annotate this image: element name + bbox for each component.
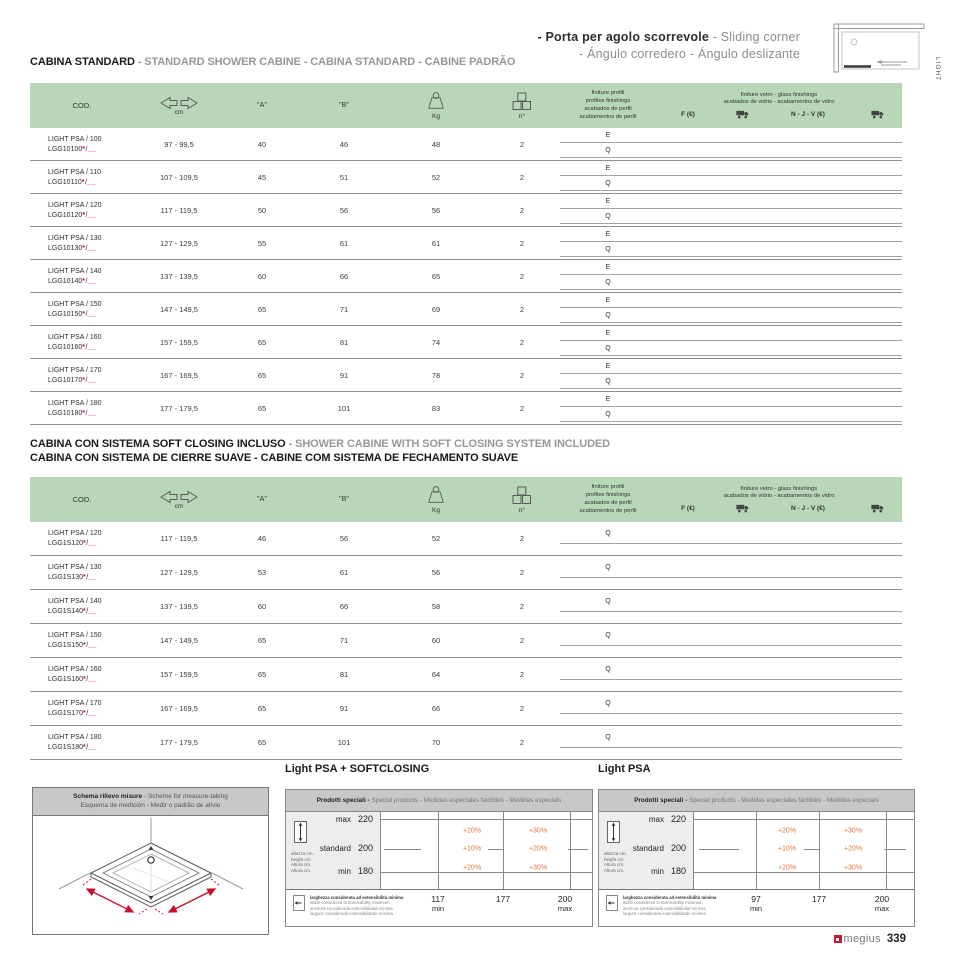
- dim-b: 66: [339, 602, 349, 611]
- weight-kg: 52: [431, 534, 441, 543]
- dim-a: 65: [257, 403, 267, 413]
- packages-count: 2: [519, 304, 525, 314]
- weight-icon: [425, 485, 447, 505]
- price-section: [560, 692, 902, 725]
- finish-row-q: Q: [560, 557, 902, 578]
- finish-row-q: Q: [560, 407, 902, 422]
- packages-count: 2: [519, 534, 525, 543]
- truck-icon: [720, 504, 764, 513]
- column-header-cm: cm: [134, 83, 224, 128]
- finish-row-q: Q: [560, 659, 902, 680]
- column-header-njv-price: N - J - V (€): [791, 505, 825, 512]
- cm-range: 127 - 129,5: [160, 238, 198, 248]
- table-softclosing-header: [30, 477, 902, 522]
- product-code: LGG10120*/__: [48, 211, 97, 219]
- cod-cell: [30, 590, 134, 623]
- finish-row-q: Q: [560, 693, 902, 714]
- special-products-chart-softclosing: [285, 789, 593, 927]
- cod-cell: [30, 359, 134, 391]
- model-label: LIGHT PSA / 170: [48, 700, 102, 707]
- cod-cell: [30, 326, 134, 358]
- weight-kg: 74: [431, 337, 441, 347]
- weight-kg: 56: [431, 205, 441, 215]
- dim-a: 50: [257, 205, 267, 215]
- product-row: [30, 624, 902, 658]
- price-section: [560, 161, 902, 193]
- product-code: LGG1S130*/__: [48, 574, 98, 581]
- dim-b: 71: [339, 304, 349, 314]
- product-row: [30, 590, 902, 624]
- price-section: [560, 726, 902, 759]
- cod-cell: [30, 161, 134, 193]
- product-code: LGG10180*/__: [48, 409, 97, 417]
- dim-a: 65: [257, 670, 267, 679]
- finish-row-q: Q: [560, 374, 902, 389]
- finish-row-e: E: [560, 227, 902, 242]
- pct-label: +20%: [777, 827, 797, 835]
- packages-count: 2: [519, 172, 525, 182]
- table-softclosing: [30, 477, 902, 760]
- cod-cell: [30, 227, 134, 259]
- finish-row-e: E: [560, 161, 902, 176]
- dim-b: 91: [339, 370, 349, 380]
- dim-a: 65: [257, 738, 267, 747]
- price-section: [560, 590, 902, 623]
- pct-label: +30%: [528, 827, 548, 835]
- x-tick: 97 min: [749, 894, 763, 913]
- finish-row-q: Q: [560, 242, 902, 257]
- finish-row-e: E: [560, 293, 902, 308]
- model-label: LIGHT PSA / 120: [48, 530, 102, 537]
- cm-range: 147 - 149,5: [160, 304, 198, 314]
- model-label: LIGHT PSA / 180: [48, 399, 102, 407]
- weight-kg: 58: [431, 602, 441, 611]
- model-label: LIGHT PSA / 150: [48, 632, 102, 639]
- pct-label: +20%: [462, 864, 482, 872]
- model-label: LIGHT PSA / 180: [48, 734, 102, 741]
- dim-b: 101: [337, 403, 351, 413]
- model-label: LIGHT PSA / 160: [48, 333, 102, 341]
- price-section: [560, 293, 902, 325]
- height-arrow-icon: [607, 821, 620, 843]
- width-legend: larghezza considerata ad estensibilità minima width considered to Extensibility minimum anchura considerada extensibilidad mínima largura considerada extensibilidade mínima: [293, 895, 403, 916]
- price-section: [560, 624, 902, 657]
- cm-range: 147 - 149,5: [160, 636, 198, 645]
- special-products-chart-psa: [598, 789, 915, 927]
- finish-row-q: Q: [560, 209, 902, 224]
- packages-icon: [511, 92, 533, 111]
- finish-row-e: E: [560, 194, 902, 209]
- column-header-n: n°: [484, 83, 560, 128]
- pct-label: +20%: [528, 845, 548, 853]
- product-row: [30, 161, 902, 194]
- packages-count: 2: [519, 370, 525, 380]
- weight-kg: 78: [431, 370, 441, 380]
- page-number: 339: [886, 933, 906, 945]
- dim-a: 65: [257, 304, 267, 314]
- finish-row-q: Q: [560, 625, 902, 646]
- product-code: LGG10140*/__: [48, 277, 97, 285]
- product-code: LGG10130*/__: [48, 244, 97, 252]
- product-code: LGG10170*/__: [48, 376, 97, 384]
- cm-range: 117 - 119,5: [160, 534, 198, 543]
- chart1-title: Light PSA + SOFTCLOSING: [285, 763, 430, 775]
- cod-cell: [30, 556, 134, 589]
- price-section: [560, 128, 902, 160]
- pct-label: +30%: [843, 864, 863, 872]
- side-tab-light: LIGHT: [934, 57, 941, 82]
- column-header-glass: finiture vetro - glass finishings acabados de vidrio - acabamentos de vidro F (€) N - J - V (€): [656, 83, 902, 128]
- chart2-x-axis: [599, 889, 914, 928]
- packages-icon: [511, 486, 533, 505]
- product-code: LGG10100*/__: [48, 145, 97, 153]
- model-label: LIGHT PSA / 120: [48, 201, 102, 209]
- packages-count: 2: [519, 636, 525, 645]
- price-section: [560, 556, 902, 589]
- price-section: [560, 392, 902, 424]
- dim-b: 81: [339, 670, 349, 679]
- column-header-f-price: F (€): [681, 111, 695, 118]
- finish-row-q: Q: [560, 727, 902, 748]
- cod-cell: [30, 522, 134, 555]
- model-label: LIGHT PSA / 140: [48, 598, 102, 605]
- product-code: LGG1S170*/__: [48, 710, 98, 717]
- height-arrow-icon: [294, 821, 307, 843]
- column-header-cod: COD.: [72, 495, 92, 504]
- finish-row-e: E: [560, 128, 902, 143]
- dim-b: 51: [339, 172, 349, 182]
- cod-cell: [30, 392, 134, 424]
- model-label: LIGHT PSA / 100: [48, 135, 102, 143]
- door-width-icon: [606, 895, 618, 911]
- column-header-kg: Kg: [388, 477, 484, 522]
- weight-kg: 48: [431, 139, 441, 149]
- column-header-n: n°: [484, 477, 560, 522]
- column-header-b: "B": [339, 496, 349, 503]
- dim-a: 65: [257, 704, 267, 713]
- section1-title: CABINA STANDARD - STANDARD SHOWER CABINE - CABINA STANDARD - CABINE PADRÃO: [30, 56, 516, 68]
- cm-range: 177 - 179,5: [160, 403, 198, 413]
- dim-b: 61: [339, 238, 349, 248]
- product-row: [30, 359, 902, 392]
- measure-scheme-title: Schema rilievo misure - Scheme for measure-taking Esquema de medición - Medir o padrão de alívio: [33, 788, 268, 816]
- cm-range: 117 - 119,5: [160, 205, 198, 215]
- product-code: LGG10150*/__: [48, 310, 97, 318]
- x-tick: 200 max: [874, 894, 890, 913]
- measure-scheme-box: [32, 787, 269, 935]
- packages-count: 2: [519, 403, 525, 413]
- finish-row-q: Q: [560, 275, 902, 290]
- cod-cell: [30, 726, 134, 759]
- weight-kg: 70: [431, 738, 441, 747]
- special-products-header: Prodotti speciali - Special products - Medidas especiales factibles - Medidas especiais: [286, 790, 592, 812]
- weight-kg: 56: [431, 568, 441, 577]
- dim-b: 61: [339, 568, 349, 577]
- cod-cell: [30, 260, 134, 292]
- price-section: [560, 658, 902, 691]
- product-code: LGG1S120*/__: [48, 540, 98, 547]
- dim-a: 45: [257, 172, 267, 182]
- weight-kg: 61: [431, 238, 441, 248]
- cod-cell: [30, 128, 134, 160]
- finish-row-q: Q: [560, 341, 902, 356]
- product-row: [30, 194, 902, 227]
- pct-label: +20%: [462, 827, 482, 835]
- packages-count: 2: [519, 238, 525, 248]
- tray-measure-diagram: [33, 816, 268, 934]
- table-standard: [30, 83, 902, 425]
- dim-a: 53: [257, 568, 267, 577]
- weight-kg: 65: [431, 271, 441, 281]
- dim-a: 65: [257, 337, 267, 347]
- dim-b: 46: [339, 139, 349, 149]
- dim-a: 65: [257, 636, 267, 645]
- price-section: [560, 260, 902, 292]
- finish-row-q: Q: [560, 591, 902, 612]
- product-row: [30, 726, 902, 760]
- model-label: LIGHT PSA / 160: [48, 666, 102, 673]
- price-section: [560, 522, 902, 555]
- pct-label: +20%: [843, 845, 863, 853]
- chart2-y-panel: max 220 standard 200 min 180 altezza cm. height cm. Altura cm. Altura cm.: [599, 812, 694, 889]
- cod-cell: [30, 692, 134, 725]
- cod-cell: [30, 293, 134, 325]
- pct-label: +30%: [843, 827, 863, 835]
- chart1-y-panel: max 220 standard 200 min 180 altezza cm. height cm. Altura cm. Altura cm.: [286, 812, 381, 889]
- cm-range: 107 - 109,5: [160, 172, 198, 182]
- column-header-cm: cm: [134, 477, 224, 522]
- weight-kg: 52: [431, 172, 441, 182]
- finish-row-q: Q: [560, 523, 902, 544]
- column-header-b: "B": [339, 102, 349, 109]
- pct-label: +30%: [528, 864, 548, 872]
- column-header-cod: COD.: [72, 101, 92, 110]
- x-tick: 117 min: [431, 894, 445, 913]
- pct-label: +10%: [777, 845, 797, 853]
- table-standard-header: [30, 83, 902, 128]
- packages-count: 2: [519, 738, 525, 747]
- dim-b: 81: [339, 337, 349, 347]
- dim-b: 56: [339, 534, 349, 543]
- finish-row-q: Q: [560, 308, 902, 323]
- pct-label: +10%: [462, 845, 482, 853]
- column-header-a: "A": [257, 496, 267, 503]
- truck-icon: [720, 110, 764, 119]
- table-standard-body: [30, 128, 902, 425]
- page-footer: [700, 929, 906, 947]
- weight-icon: [425, 91, 447, 111]
- dim-b: 56: [339, 205, 349, 215]
- dim-b: 101: [337, 738, 351, 747]
- packages-count: 2: [519, 337, 525, 347]
- product-row: [30, 692, 902, 726]
- dim-a: 65: [257, 370, 267, 380]
- height-caption: altezza cm. height cm. Altura cm. Altura cm.: [291, 851, 314, 873]
- finish-row-q: Q: [560, 176, 902, 191]
- x-tick: 177: [811, 894, 827, 904]
- column-header-a: "A": [257, 102, 267, 109]
- finish-row-e: E: [560, 260, 902, 275]
- variant-note: - Porta per agolo scorrevole - Sliding corner - Ángulo corredero - Ángulo deslizante: [537, 30, 800, 61]
- cm-range: 157 - 159,5: [160, 337, 198, 347]
- product-row: [30, 128, 902, 161]
- dim-a: 55: [257, 238, 267, 248]
- variant-title: - Porta per agolo scorrevole: [537, 30, 710, 44]
- cm-range: 167 - 169,5: [160, 704, 198, 713]
- column-header-profiles: finiture profili profiles finishings acabados de perfil acabamentos de perfil: [579, 90, 637, 120]
- product-row: [30, 556, 902, 590]
- chart1-x-axis: [286, 889, 592, 928]
- product-code: LGG10110*/__: [48, 178, 96, 186]
- model-label: LIGHT PSA / 130: [48, 564, 102, 571]
- product-row: [30, 326, 902, 359]
- special-products-header: Prodotti speciali - Special products - Medidas especiales factibles - Medidas especiais: [599, 790, 914, 812]
- dim-b: 71: [339, 636, 349, 645]
- weight-kg: 69: [431, 304, 441, 314]
- product-code: LGG1S140*/__: [48, 608, 98, 615]
- dim-a: 60: [257, 602, 267, 611]
- finish-row-e: E: [560, 392, 902, 407]
- product-code: LGG1S160*/__: [48, 676, 98, 683]
- model-label: LIGHT PSA / 140: [48, 267, 102, 275]
- height-caption: altezza cm. height cm. Altura cm. Altura cm.: [604, 851, 627, 873]
- cod-cell: [30, 624, 134, 657]
- price-section: [560, 359, 902, 391]
- model-label: LIGHT PSA / 130: [48, 234, 102, 242]
- cm-range: 97 - 99,5: [164, 139, 194, 149]
- product-code: LGG1S180*/__: [48, 744, 98, 751]
- finish-row-e: E: [560, 326, 902, 341]
- product-row: [30, 293, 902, 326]
- truck-icon: [852, 504, 902, 513]
- packages-count: 2: [519, 602, 525, 611]
- product-row: [30, 260, 902, 293]
- model-label: LIGHT PSA / 110: [48, 168, 102, 176]
- sliding-corner-diagram: [833, 23, 925, 77]
- product-row: [30, 392, 902, 425]
- table-softclosing-body: [30, 522, 902, 760]
- cod-cell: [30, 194, 134, 226]
- product-code: LGG10160*/__: [48, 343, 97, 351]
- truck-icon: [852, 110, 902, 119]
- dim-b: 66: [339, 271, 349, 281]
- product-row: [30, 658, 902, 692]
- cm-range: 137 - 139,5: [160, 271, 198, 281]
- product-code: LGG1S150*/__: [48, 642, 98, 649]
- dim-a: 46: [257, 534, 267, 543]
- column-header-kg: Kg: [388, 83, 484, 128]
- model-label: LIGHT PSA / 170: [48, 366, 102, 374]
- chart1-plot: [286, 812, 592, 889]
- cm-range: 177 - 179,5: [160, 738, 198, 747]
- column-header-njv-price: N - J - V (€): [791, 111, 825, 118]
- column-header-glass: finiture vetro - glass finishings acabados de vidrio - acabamentos de vidro F (€) N - J - V (€): [656, 477, 902, 522]
- price-section: [560, 227, 902, 259]
- x-tick: 177: [495, 894, 511, 904]
- weight-kg: 60: [431, 636, 441, 645]
- price-section: [560, 326, 902, 358]
- cm-range: 127 - 129,5: [160, 568, 198, 577]
- product-row: [30, 227, 902, 260]
- dim-b: 91: [339, 704, 349, 713]
- product-row: [30, 522, 902, 556]
- cm-range: 157 - 159,5: [160, 670, 198, 679]
- finish-row-e: E: [560, 359, 902, 374]
- cm-range: 167 - 169,5: [160, 370, 198, 380]
- packages-count: 2: [519, 205, 525, 215]
- packages-count: 2: [519, 139, 525, 149]
- x-tick: 200 max: [557, 894, 573, 913]
- chart2-title: Light PSA: [598, 763, 651, 775]
- packages-count: 2: [519, 704, 525, 713]
- weight-kg: 64: [431, 670, 441, 679]
- packages-count: 2: [519, 568, 525, 577]
- price-section: [560, 194, 902, 226]
- brand-name: megius: [843, 933, 881, 945]
- dim-a: 40: [257, 139, 267, 149]
- finish-row-q: Q: [560, 143, 902, 158]
- packages-count: 2: [519, 271, 525, 281]
- width-legend: larghezza considerata ad estensibilità minima width considered to Extensibility minimum anchura considerada extensibilidad mínima largura considerada extensibilidade mínima: [606, 895, 716, 916]
- weight-kg: 66: [431, 704, 441, 713]
- section2-title: CABINA CON SISTEMA SOFT CLOSING INCLUSO - SHOWER CABINE WITH SOFT CLOSING SYSTEM INCLUDED CABINA CON SISTEMA DE CIERRE SUAVE - CABINE COM SISTEMA DE FECHAMENTO SUAVE: [30, 438, 611, 464]
- column-header-profiles: finiture profili profiles finishings acabados de perfil acabamentos de perfil: [579, 484, 637, 514]
- pct-label: +20%: [777, 864, 797, 872]
- cm-range: 137 - 139,5: [160, 602, 198, 611]
- column-header-f-price: F (€): [681, 505, 695, 512]
- weight-kg: 83: [431, 403, 441, 413]
- door-width-icon: [293, 895, 305, 911]
- cod-cell: [30, 658, 134, 691]
- dim-a: 60: [257, 271, 267, 281]
- packages-count: 2: [519, 670, 525, 679]
- megius-logo-icon: [834, 935, 842, 943]
- chart2-plot: [599, 812, 914, 889]
- model-label: LIGHT PSA / 150: [48, 300, 102, 308]
